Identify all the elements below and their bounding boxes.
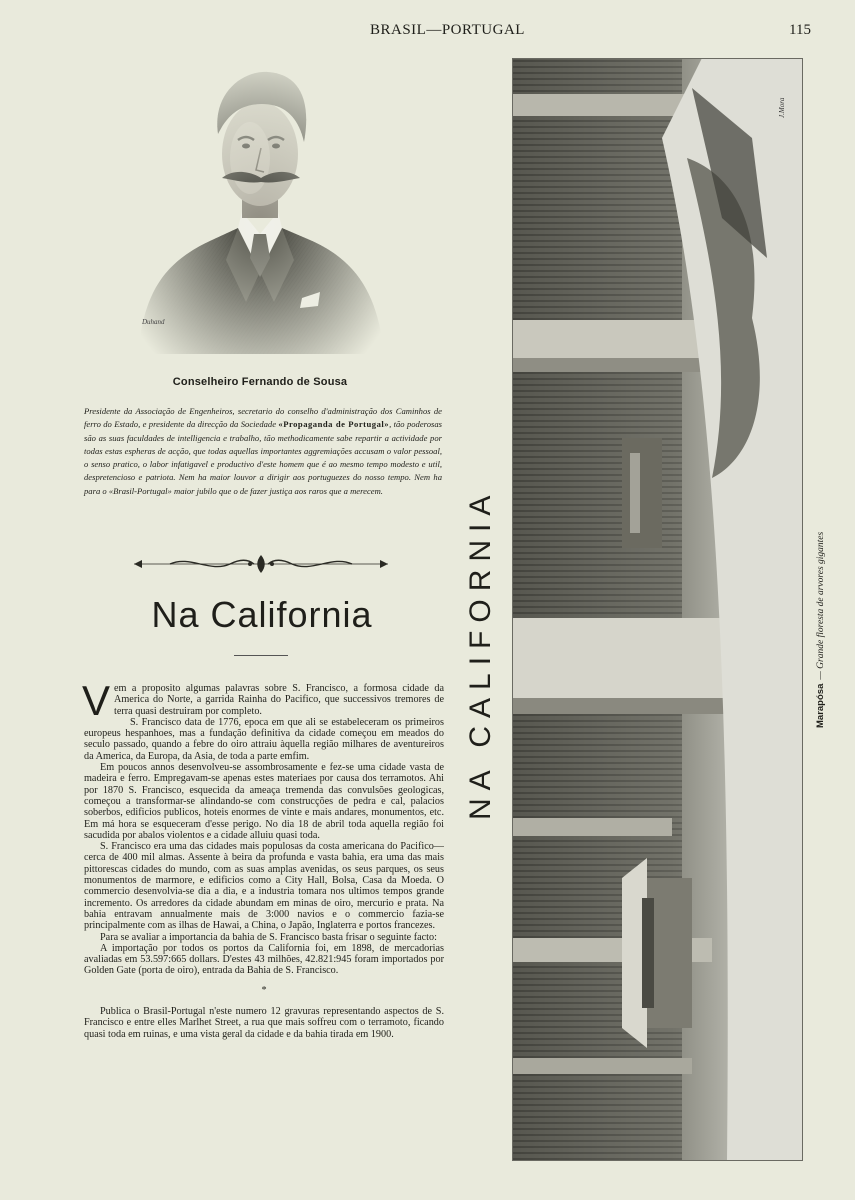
photo-signature: J.Mora bbox=[778, 97, 786, 118]
decorative-ornament bbox=[130, 553, 392, 575]
paragraph-3: Em poucos annos desenvolveu-se assombrosamente e fez-se uma cidade vasta de madeira e ferro. Empregavam-se apenas estes materiaes por causa dos terramotos. Ahi por 1870 S. Francisco, esquecida da ameaça tremenda das convulsões geologicas, começou a transformar-se alindando-se com construcções de pedra e cal, palacios soberbos, edificios publicos, hoteis enormes de vinte e mais andares, monumentos, etc. Em má hora se esqueceram d'esse perigo. No dia 18 de abril toda aquella região foi sacudida por abalos violentos e a cidade alluiu quasi toda. bbox=[84, 762, 444, 841]
paragraph-4: S. Francisco era uma das cidades mais populosas da costa americana do Pacifico—cerca de 400 mil almas. Assente à beira da profunda e vasta bahia, era uma das mais pittorescas cidades do mundo, com as suas amplas avenidas, os seus parques, os seus monumentos de marmore, e edificios como a City Hall, Bolsa, Casa da Moeda. O commercio desenvolvia-se dia a dia, e a industria tomara nos ultimos tempos grande incremento. Os arredores da cidade abundam em minas de oiro, mercurio e prata. Na bahia entravam annualmente mais de 3:000 navios e o commercio fazia-se principalmente com as ilhas de Hawai, a China, o Japão, Inglaterra e portos francezes. bbox=[84, 841, 444, 932]
portrait-caption: Conselheiro Fernando de Sousa bbox=[172, 376, 348, 388]
paragraph-1 bbox=[82, 677, 444, 724]
bio-text-after: , tão poderosas são as suas faculdades de intelligencia e trabalho, tão methodicamente sabe repartir a actividade por todas estas espheras de acção, que todas aquellas importantes aggremiações accusam o valor pessoal, o senso pratico, o labor infatigavel e productivo d'este homem que é ao mesmo tempo modesto e util, despretencioso e patriota. Nem ha maior louvor a dirigir aos portuguezes do nosso tempo. Nem ha para o «Brasil-Portugal» maior jubilo que o de fazer justiça aos raros que a merecem. bbox=[84, 419, 442, 496]
paragraph-7: Publica o Brasil-Portugal n'este numero 12 gravuras representando aspectos de S. Francisco e entre elles Marlhet Street, a rua que mais soffreu com o terramoto, ficando quasi toda em ruinas, e uma vista geral da cidade e da bahia tirada em 1900. bbox=[84, 1006, 444, 1040]
running-title: BRASIL—PORTUGAL bbox=[370, 22, 525, 38]
section-separator: * bbox=[261, 984, 267, 996]
running-head bbox=[0, 22, 855, 42]
photo-signature-box bbox=[770, 78, 794, 118]
forest-photograph bbox=[512, 58, 803, 1161]
paragraph-1-text: em a proposito algumas palavras sobre S. Francisco, a formosa cidade da America do Norte, a garrida Rainha do Pacifico, que successivos tremores de terra quasi destruiram por completo. bbox=[114, 683, 444, 717]
paragraph-2: S. Francisco data de 1776, epoca em que ali se estabeleceram os primeiros europeus hespanhoes, mas a fundação definitiva da cidade começou em meados do seculo passado, quando a febre do oiro attraiu àquella região milhares de aventureiros da America, da Europa, da Asia, de toda a parte emfim. bbox=[84, 716, 444, 762]
photo-caption-text: — Grande floresta de arvores gigantes bbox=[816, 531, 826, 680]
vertical-heading bbox=[450, 420, 510, 820]
title-rule bbox=[234, 655, 288, 656]
article-title: Na California bbox=[151, 594, 373, 635]
biography-text bbox=[84, 405, 442, 498]
svg-text:Marapósa— Grande floresta de a bbox=[815, 531, 826, 728]
bio-bold-name: «Propaganda de Portugal» bbox=[278, 419, 390, 430]
portrait-signature: Duhand bbox=[142, 318, 165, 326]
paragraph-6: A importação por todos os portos da California foi, em 1898, de mercadorias avaliadas em 53.597:665 dollars. D'estes 43 milhões, 42.821:945 foram importados por Golden Gate (porta de oiro), entrada da Bahia de S. Francisco. bbox=[84, 942, 444, 977]
photo-caption bbox=[808, 488, 830, 728]
photo-caption-place: Marapósa bbox=[815, 683, 826, 728]
paragraph-5: Para se avaliar a importancia da bahia de S. Francisco basta frisar o seguinte facto: bbox=[100, 931, 437, 943]
drop-cap: V bbox=[82, 677, 111, 724]
article-body bbox=[82, 677, 444, 1040]
bio-text-before: Presidente da Associação de Engenheiros, secretario do conselho d'administração dos Caminhos de ferro do Estado, e presidente da direcção da Sociedade bbox=[84, 406, 442, 430]
vertical-heading-text: NA CALIFORNIA bbox=[464, 487, 497, 820]
portrait-image bbox=[134, 62, 386, 360]
page-number: 115 bbox=[789, 22, 811, 38]
